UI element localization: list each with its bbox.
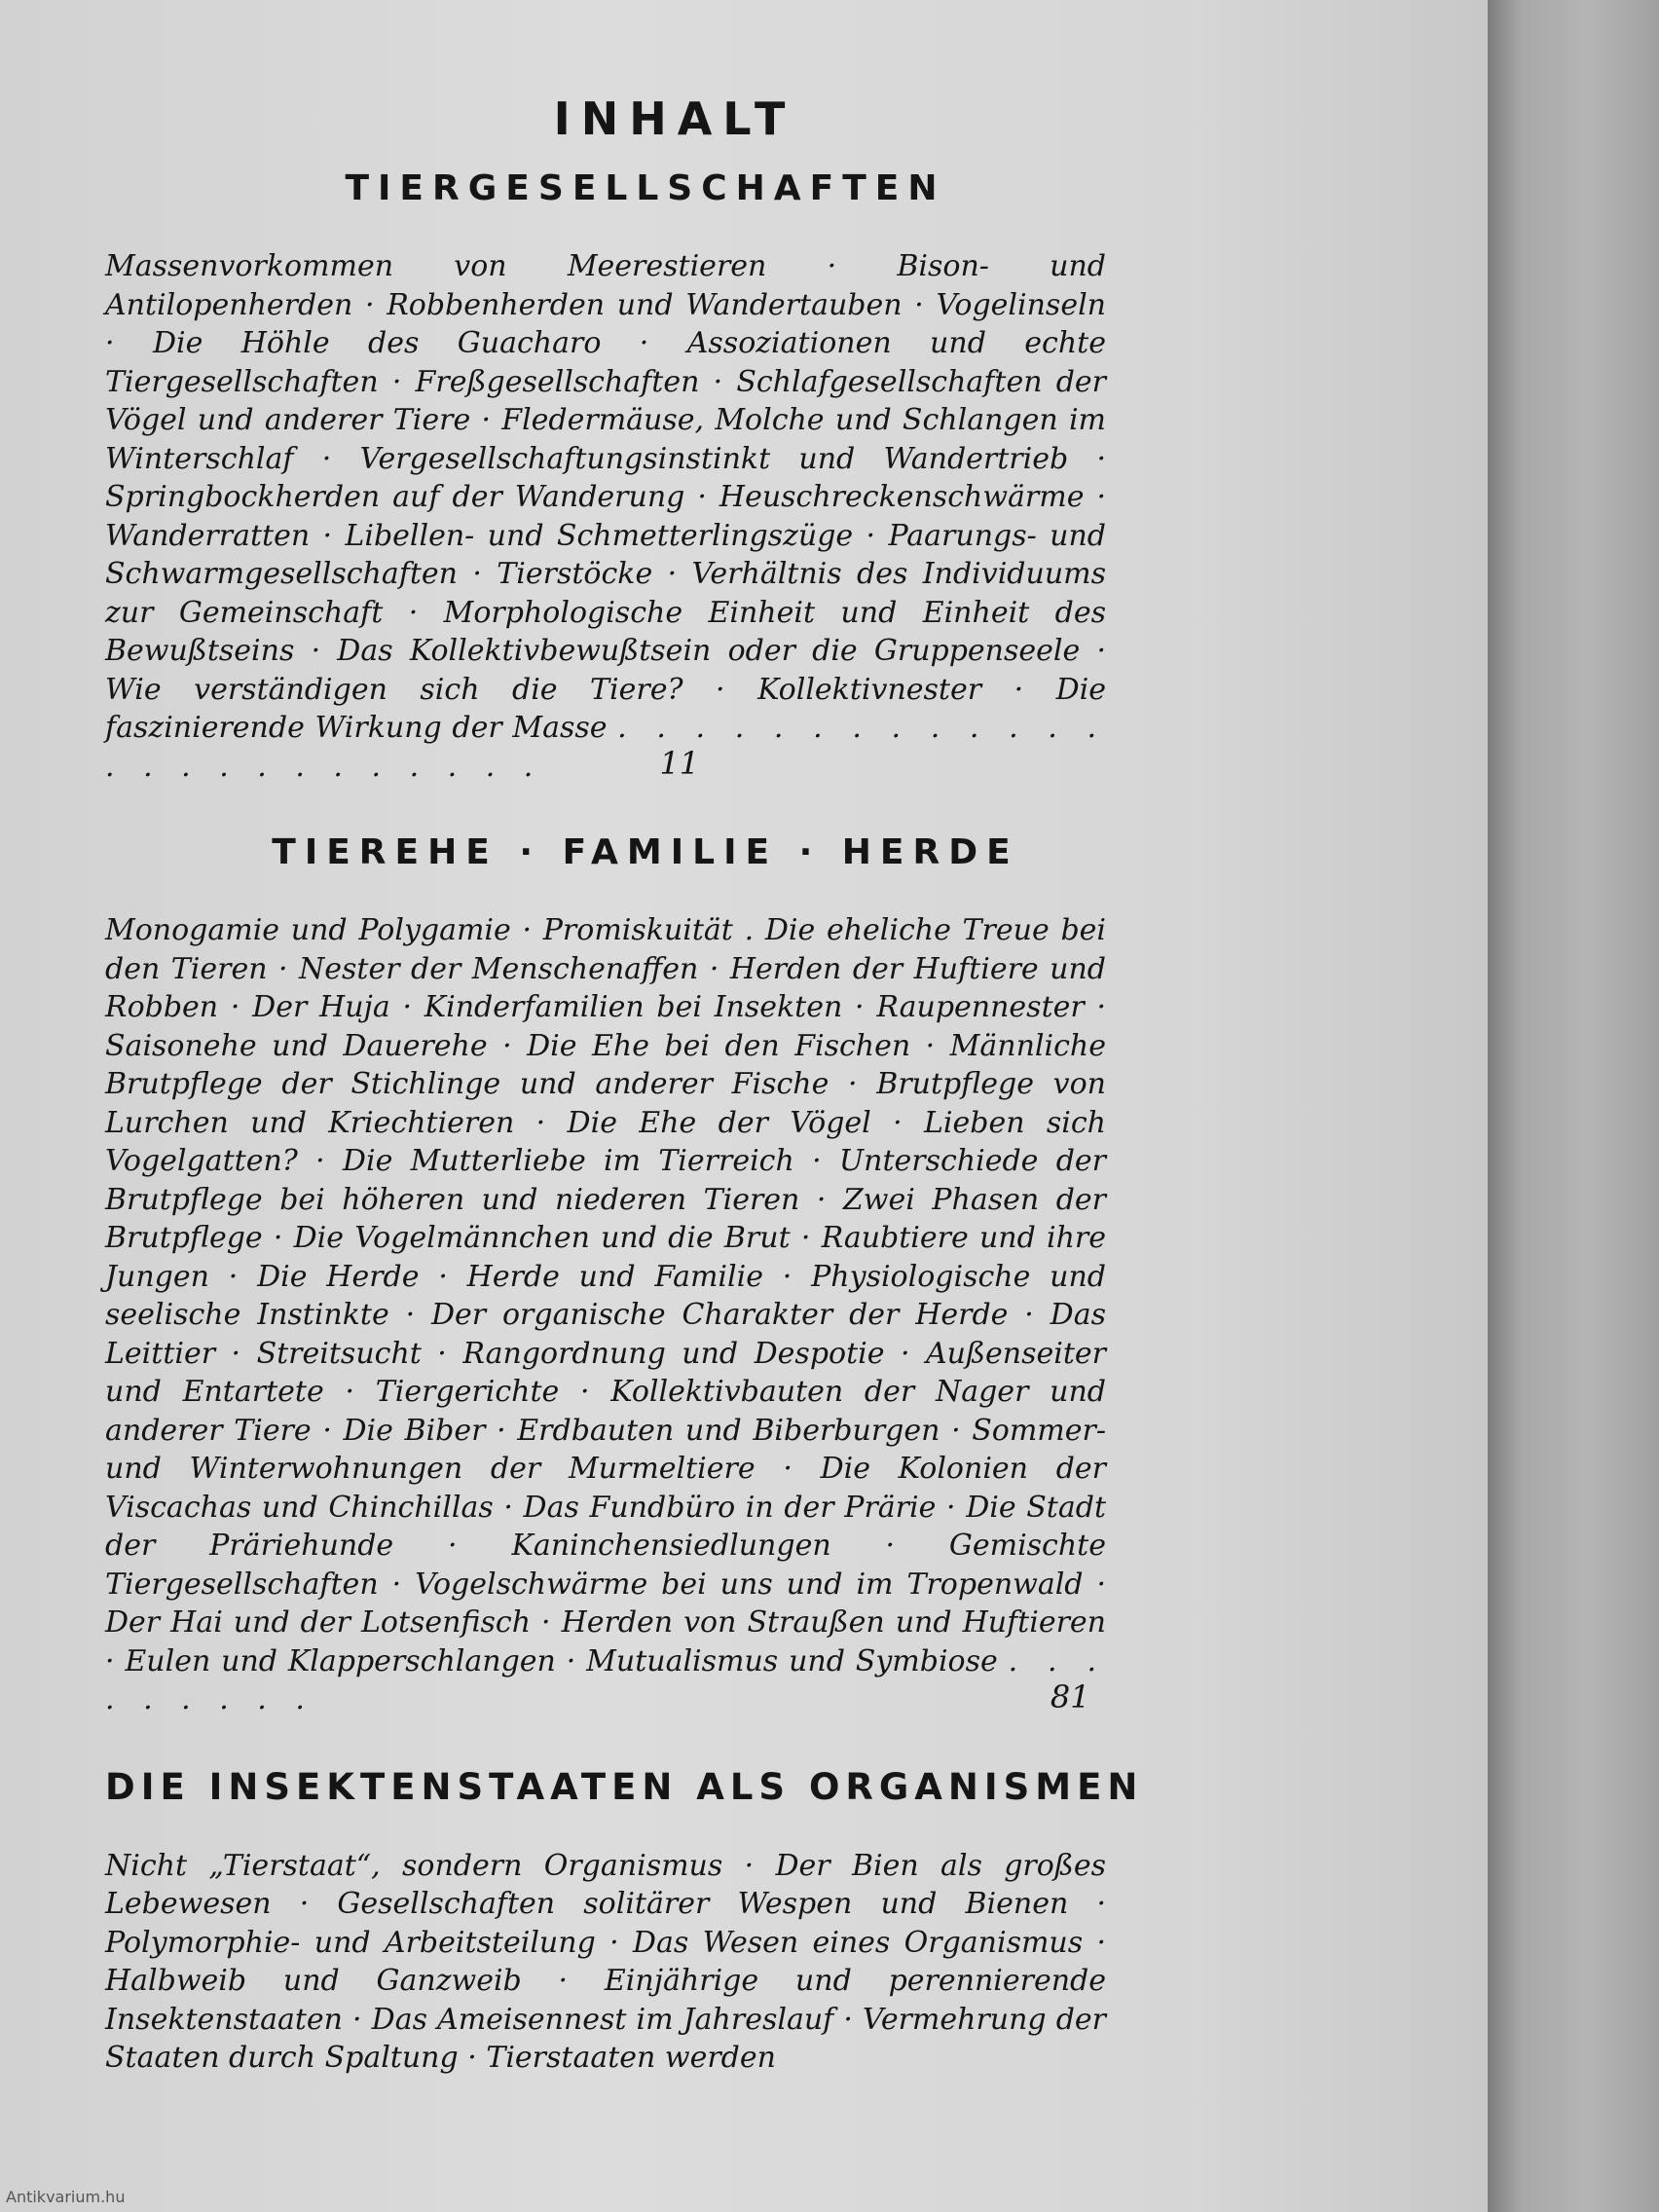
watermark: Antikvarium.hu bbox=[6, 2188, 126, 2206]
leader-dots: . . . . . . . . . . . . . . . . . . . . . . . . . bbox=[105, 711, 1106, 784]
section-entry-tiergesellschaften bbox=[105, 247, 1106, 786]
section-title-insektenstaaten: DIE INSEKTENSTAATEN ALS ORGANISMEN bbox=[105, 1765, 1144, 1808]
book-binding bbox=[1488, 0, 1659, 2212]
page-number: 11 bbox=[659, 745, 700, 782]
section-entry-tierehe bbox=[105, 911, 1106, 1719]
page-number: 81 bbox=[1050, 1677, 1090, 1715]
section-title-tiergesellschaften: TIERGESELLSCHAFTEN bbox=[345, 168, 946, 208]
section-text: Nicht „Tierstaat“, sondern Organismus · Der Bien als großes Lebewesen · Gesellschaften solitärer Wespen und Bienen · Polymorphie- und Arbeitsteilung · Das Wesen eines Organismus · Halbweib und Ganzweib · Einjährige und perennierende Insektenstaaten · Das Ameisennest im Jahreslauf · Vermehrung der Staaten durch Spaltung · Tierstaaten werden bbox=[105, 1848, 1106, 2075]
toc-title: INHALT bbox=[553, 92, 796, 145]
section-entry-insektenstaaten bbox=[105, 1847, 1106, 2078]
table-of-contents bbox=[105, 92, 1186, 2124]
leader-dots: . . . . . . . . . bbox=[105, 1643, 1106, 1716]
section-text: Massenvorkommen von Meerestieren · Bison- und Antilopenherden · Robbenherden und Wandertauben · Vogelinseln · Die Höhle des Guacharo · Assoziationen und echte Tiergesellschaften · Freßgesellschaften · Schlafgesellschaften der Vögel und anderer Tiere · Fledermäuse, Molche und Schlangen im Winterschlaf · Vergesellschaftungsinstinkt und Wandertrieb · Springbockherden auf der Wanderung · Heuschreckenschwärme · Wanderratten · Libellen- und Schmetterlingszüge · Paarungs- und Schwarmgesellschaften · Tierstöcke · Verhältnis des Individuums zur Gemeinschaft · Morphologische Einheit und Einheit des Bewußtseins · Das Kollektivbewußtsein oder die Gruppenseele · Wie verständigen sich die Tiere? · Kollektivnester · Die faszinierende Wirkung der Masse bbox=[105, 249, 1106, 745]
section-title-tierehe: TIEREHE · FAMILIE · HERDE bbox=[272, 832, 1019, 872]
section-text: Monogamie und Polygamie · Promiskuität . Die eheliche Treue bei den Tieren · Nester der Menschenaffen · Herden der Huftiere und Robben · Der Huja · Kinderfamilien bei Insekten · Raupennester · Saisonehe und Dauerehe · Die Ehe bei den Fischen · Männliche Brutpflege der Stichlinge und anderer Fische · Brutpflege von Lurchen und Kriechtieren · Die Ehe der Vögel · Lieben sich Vogelgatten? · Die Mutterliebe im Tierreich · Unterschiede der Brutpflege bei höheren und niederen Tieren · Zwei Phasen der Brutpflege · Die Vogelmännchen und die Brut · Raubtiere und ihre Jungen · Die Herde · Herde und Familie · Physiologische und seelische Instinkte · Der organische Charakter der Herde · Das Leittier · Streitsucht · Rangordnung und Despotie · Außenseiter und Entartete · Tiergerichte · Kollektivbauten der Nager und anderer Tiere · Die Biber · Erdbauten und Biberburgen · Sommer- und Winterwohnungen der Murmeltiere · Die Kolonien der Viscachas und Chinchillas · Das Fundbüro in der Prärie · Die Stadt der Präriehunde · Kaninchensiedlungen · Gemischte Tiergesellschaften · Vogelschwärme bei uns und im Tropenwald · Der Hai und der Lotsenfisch · Herden von Straußen und Huftieren · Eulen und Klapperschlangen · Mutualismus und Symbiose bbox=[105, 913, 1106, 1678]
